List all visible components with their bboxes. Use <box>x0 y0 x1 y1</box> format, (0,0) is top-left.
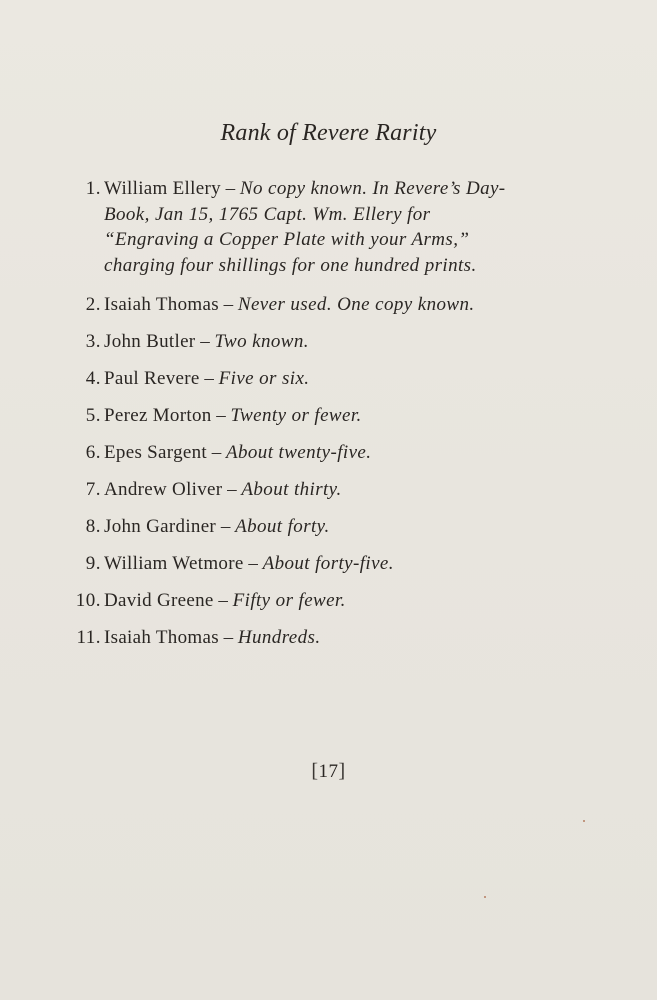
entry-description: About forty. <box>235 516 330 537</box>
entry-description: Two known. <box>214 331 309 352</box>
list-item <box>0 625 657 651</box>
entry-separator: – <box>213 590 233 611</box>
entry-name: John Butler <box>104 331 196 352</box>
entry-number: 3. <box>85 331 101 352</box>
entry-number: 6. <box>85 442 101 463</box>
list-item <box>0 588 657 614</box>
list-item <box>0 366 657 392</box>
entry-separator: – <box>218 627 238 648</box>
entry-separator: – <box>199 368 219 389</box>
list-item <box>0 551 657 577</box>
entry-number: 2. <box>85 294 101 315</box>
entry-name: William Ellery <box>104 178 221 199</box>
list-item <box>0 176 657 278</box>
entry-separator: – <box>211 405 231 426</box>
entry-name: Isaiah Thomas <box>104 627 219 648</box>
entry-name: Andrew Oliver <box>104 479 223 500</box>
entry-separator: – <box>243 553 263 574</box>
entry-number: 1. <box>85 178 101 199</box>
entry-separator: – <box>220 178 240 199</box>
list-item <box>0 477 657 503</box>
entry-separator: – <box>218 294 238 315</box>
list-item <box>0 329 657 355</box>
entry-description: Hundreds. <box>237 627 321 648</box>
paper-speck <box>583 820 585 822</box>
entry-separator: – <box>206 442 226 463</box>
page-number <box>0 760 657 783</box>
entry-separator: – <box>216 516 236 537</box>
page-number-value: 17 <box>318 761 339 782</box>
folio-close-bracket: ] <box>338 760 346 782</box>
entry-description: Five or six. <box>218 368 310 389</box>
entry-description: Fifty or fewer. <box>232 590 346 611</box>
entry-description: Never used. One copy known. <box>237 294 475 315</box>
paper-speck <box>484 896 486 898</box>
entry-name: David Greene <box>104 590 214 611</box>
entry-name: Epes Sargent <box>104 442 207 463</box>
entry-number: 7. <box>85 479 101 500</box>
entry-number: 8. <box>85 516 101 537</box>
entry-separator: – <box>195 331 215 352</box>
entry-number: 4. <box>85 368 101 389</box>
entry-name: Perez Morton <box>104 405 212 426</box>
list-item <box>0 514 657 540</box>
folio-open-bracket: [ <box>311 760 319 782</box>
rarity-list <box>0 176 657 662</box>
list-item <box>0 403 657 429</box>
entry-name: William Wetmore <box>104 553 244 574</box>
entry-number: 9. <box>85 553 101 574</box>
entry-number: 11. <box>76 627 101 648</box>
entry-name: Isaiah Thomas <box>104 294 219 315</box>
entry-number: 10. <box>75 590 101 611</box>
entry-description: About forty-five. <box>262 553 394 574</box>
entry-description: About twenty-five. <box>225 442 372 463</box>
list-item <box>0 292 657 318</box>
entry-separator: – <box>222 479 242 500</box>
entry-description: Twenty or fewer. <box>230 405 362 426</box>
entry-description: No copy known. In Revere’s Day-Book, Jan 15, 1765 Capt. Wm. Ellery for “Engraving a Copper Plate with your Arms,” charging four shillings for one hundred prints. <box>104 178 506 276</box>
list-item <box>0 440 657 466</box>
entry-name: Paul Revere <box>104 368 200 389</box>
entry-name: John Gardiner <box>104 516 217 537</box>
entry-description: About thirty. <box>241 479 342 500</box>
page-title: Rank of Revere Rarity <box>220 120 437 146</box>
entry-number: 5. <box>85 405 101 426</box>
